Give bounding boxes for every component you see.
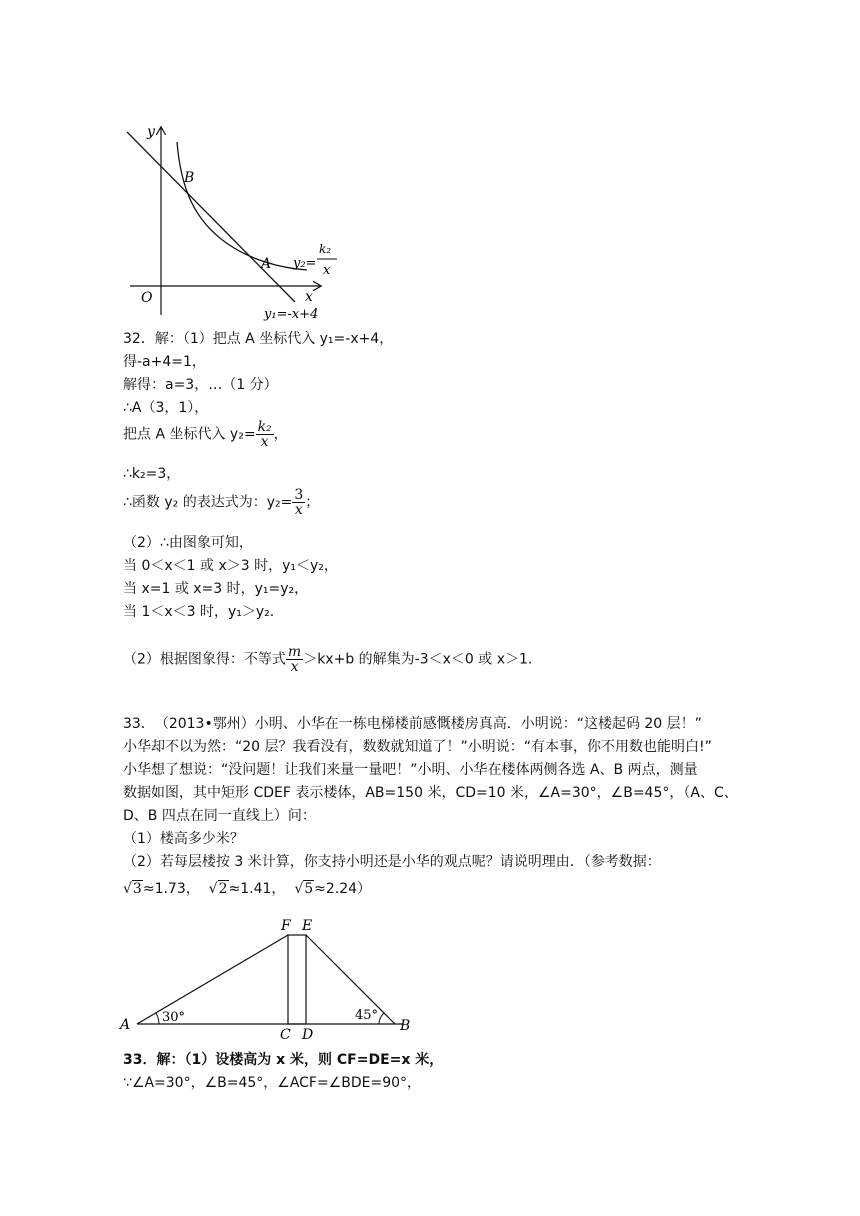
sol32-line-1: 32．解：（1）把点 A 坐标代入 y₁=-x+4，	[123, 331, 394, 347]
sol32-line-8: （2）∴由图象可知，	[123, 535, 253, 551]
fraction-denominator: x	[290, 659, 299, 675]
sol32-line-9: 当 0＜x＜1 或 x＞3 时，y₁＜y₂，	[123, 558, 338, 574]
sqrt-5: √5	[294, 881, 314, 897]
prob33-line-3: 小华想了想说：“没问题！让我们来量一量吧！”小明、小华在楼体两侧各选 A、B 两点，测量	[123, 762, 698, 778]
fraction-numerator: k₂	[257, 419, 272, 435]
ref-value-3: ≈2.24）	[314, 881, 372, 897]
sol32-line-5	[123, 420, 288, 449]
line-af	[137, 935, 288, 1024]
ref-value-1: ≈1.73，	[142, 881, 200, 897]
label-a: A	[120, 1017, 131, 1033]
label-d: D	[302, 1027, 314, 1042]
sqrt-2-radicand: 2	[218, 881, 228, 897]
curve-y2	[177, 142, 307, 270]
fraction-k2-over-x	[256, 420, 274, 449]
curve-label-lhs: y₂=	[293, 256, 317, 271]
prob33-reference-data	[123, 880, 371, 898]
label-f: F	[281, 918, 291, 934]
sol32-line-7-text: ∴函数 y₂ 的表达式为：y₂=	[123, 494, 293, 511]
sol32-line-12	[123, 645, 532, 674]
ref-value-2: ≈1.41，	[228, 881, 286, 897]
sol32-line-10: 当 x=1 或 x=3 时，y₁=y₂，	[123, 581, 309, 597]
sqrt-3-radicand: 3	[132, 881, 142, 897]
point-b-label: B	[184, 170, 195, 186]
building-rect-cdef	[288, 935, 306, 1024]
angle-a-label: 30°	[162, 1010, 186, 1025]
line-eb	[306, 935, 395, 1024]
y-axis-label: y	[147, 124, 155, 140]
prob33-line-5: D、B 四点在同一直线上）问：	[123, 808, 316, 824]
label-c: C	[280, 1027, 291, 1042]
angle-b-arc	[379, 1013, 384, 1024]
sqrt-5-radicand: 5	[304, 881, 314, 897]
fraction-numerator: m	[287, 644, 302, 660]
x-axis-label: x	[305, 289, 313, 305]
sol32-line-6: ∴k₂=3，	[123, 466, 181, 482]
sqrt-3: √3	[123, 881, 142, 897]
sol32-line-5-text: 把点 A 坐标代入 y₂=	[123, 426, 256, 443]
sol33-line-1: 33．解：（1）设楼高为 x 米，则 CF=DE=x 米，	[123, 1052, 444, 1068]
fraction-denominator: x	[294, 502, 303, 518]
fraction-m-over-x	[286, 645, 303, 674]
sol32-line-2: 得-a+4=1，	[123, 354, 206, 370]
function-graph	[115, 120, 345, 325]
sol33-line-2: ∵∠A=30°，∠B=45°，∠ACF=∠BDE=90°，	[123, 1075, 422, 1091]
curve-label-k: k₂	[319, 242, 332, 256]
sqrt-2: √2	[208, 881, 228, 897]
label-b: B	[400, 1018, 411, 1034]
fraction-denominator: x	[260, 434, 269, 450]
prob33-line-6: （1）楼高多少米？	[123, 831, 244, 847]
prob33-line-2: 小华却不以为然：“20 层？我看没有，数数就知道了！”小明说：“有本事，你不用数也能明白!”	[123, 739, 712, 755]
fraction-3-over-x	[292, 488, 305, 517]
angle-b-label: 45°	[355, 1008, 379, 1023]
sol32-line-11: 当 1＜x＜3 时，y₁＞y₂.	[123, 604, 275, 620]
prob33-line-1: 33． （2013•鄂州）小明、小华在一栋电梯楼前感慨楼房真高．小明说：“这楼起码 20 层！”	[123, 716, 702, 732]
label-e: E	[302, 918, 313, 934]
curve-label-x: x	[323, 263, 331, 278]
line-label: y₁=-x+4	[264, 307, 319, 322]
prob33-line-4: 数据如图，其中矩形 CDEF 表示楼体，AB=150 米，CD=10 米，∠A=30°，∠B=45°，（A、C、	[123, 785, 738, 801]
sol32-line-12-tail: ＞kx+b 的解集为-3＜x＜0 或 x＞1.	[303, 651, 533, 668]
sol32-line-4: ∴A（3，1），	[123, 400, 209, 416]
sol32-line-5-tail: ，	[273, 426, 288, 443]
sol32-line-7-tail: ；	[305, 494, 320, 511]
origin-label: O	[141, 290, 153, 306]
angle-a-arc	[156, 1013, 159, 1024]
sol32-line-12-text: （2）根据图象得：不等式	[123, 651, 286, 668]
fraction-numerator: 3	[294, 487, 304, 503]
sol32-line-3: 解得：a=3，…（1 分）	[123, 377, 278, 393]
sol32-line-7	[123, 488, 319, 517]
line-y1	[127, 132, 295, 302]
building-figure	[115, 912, 420, 1042]
prob33-line-7: （2）若每层楼按 3 米计算，你支持小明还是小华的观点呢？请说明理由．（参考数据：	[123, 854, 661, 870]
point-a-label: A	[261, 256, 272, 272]
